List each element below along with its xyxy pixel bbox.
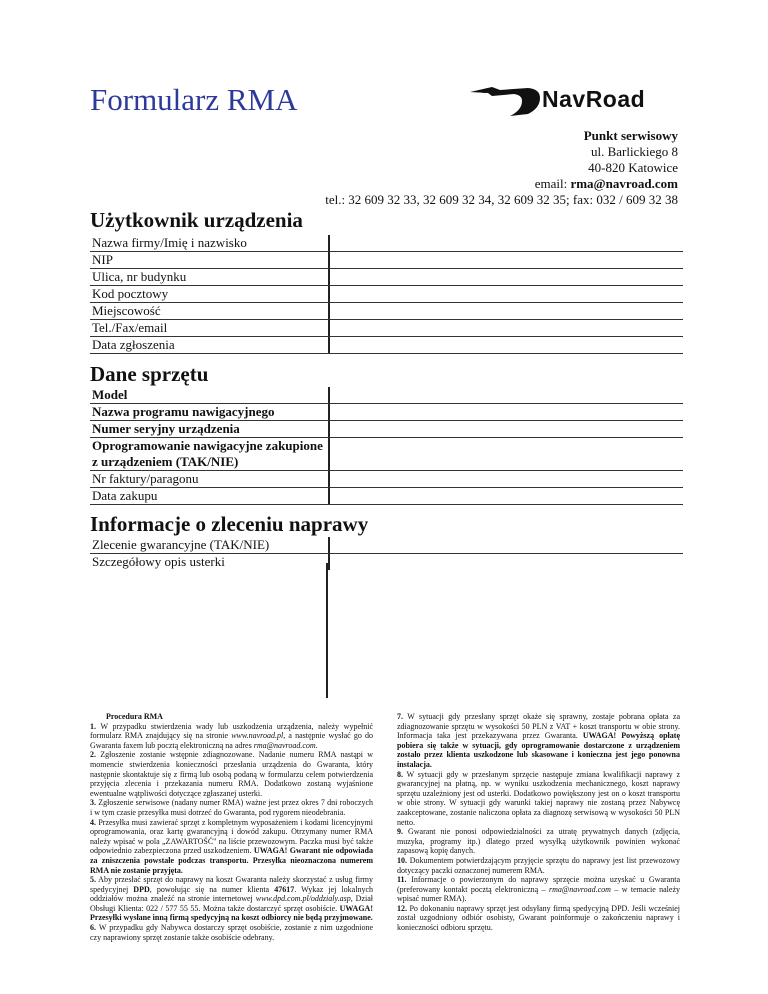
field-label: Numer seryjny urządzenia [90, 421, 330, 437]
fault-description-field[interactable] [330, 554, 683, 570]
procedure-item-2: 2. Zgłoszenie zostanie wstępnie zdiagnozowane. Nadanie numeru RMA nastąpi w momencie stwierdzenia konieczności przesłania urządzenia do Gwaranta, który następnie skontaktuje się z firmą lub osobą podaną w formularzu celem potwierdzenia przyjęcia zlecenia i przekazania numeru RMA. Dodatkowo zostaną wyjaśnione ewentualne wątpliwości dotyczące zgłaszanej usterki. [90, 750, 373, 798]
service-email[interactable]: rma@navroad.com [570, 176, 678, 191]
page-title: Formularz RMA [90, 82, 298, 117]
field-label: Nazwa programu nawigacyjnego [90, 404, 330, 420]
field-label: Nr faktury/paragonu [90, 471, 330, 487]
procedure-item-7: 7. W sytuacji gdy przesłany sprzęt okaże się sprawny, zostaje pobrana opłata za zdiagnozowanie sprzętu w wysokości 50 PLN z VAT + koszt transportu w obie strony. Informacja taka jest przekazywana przez Gwaranta. UWAGA! Powyższą opłatę pobiera się także w sytuacji, gdy oprogramowanie dostarczone z urządzeniem zostało przez klienta uszkodzone lub skasowane i konieczna jest jego ponowna instalacja. [397, 712, 680, 769]
description-divider [326, 563, 328, 698]
field-label: Szczegółowy opis usterki [90, 554, 330, 570]
procedure-item-11: 11. Informacje o powierzonym do naprawy sprzęcie można uzyskać u Gwaranta (preferowany kontakt pocztą elektroniczną – rma@navroad.com – w temacie należy wpisać numer RMA). [397, 875, 681, 904]
section-title-user: Użytkownik urządzenia [90, 208, 303, 232]
service-point-address [325, 128, 678, 208]
device-form-table [90, 387, 683, 505]
field-value[interactable] [330, 537, 683, 553]
field-value[interactable] [330, 471, 683, 487]
form-row[interactable] [90, 488, 683, 505]
field-label: Tel./Fax/email [90, 320, 330, 336]
user-form-table [90, 235, 683, 354]
field-value[interactable] [330, 320, 683, 336]
form-row[interactable] [90, 337, 683, 354]
form-row[interactable] [90, 235, 683, 252]
field-value[interactable] [330, 286, 683, 302]
field-value[interactable] [330, 337, 683, 353]
field-value[interactable] [330, 303, 683, 319]
procedure-left-column [90, 712, 373, 942]
field-value[interactable] [330, 252, 683, 268]
form-row[interactable] [90, 404, 683, 421]
procedure-heading: Procedura RMA [106, 712, 163, 721]
field-label: Zlecenie gwarancyjne (TAK/NIE) [90, 537, 330, 553]
service-city: 40-820 Katowice [588, 160, 678, 175]
form-row[interactable] [90, 438, 683, 471]
field-label: Miejscowość [90, 303, 330, 319]
field-value[interactable] [330, 438, 683, 470]
form-row[interactable] [90, 471, 683, 488]
procedure-item-5: 5. Aby przesłać sprzęt do naprawy na koszt Gwaranta należy skorzystać z usług firmy spedycyjnej DPD, powołując się na numer klienta 47617. Wykaz jej lokalnych oddziałów można znaleźć na stronie internetowej www.dpd.com.pl/oddzialy.asp, Dział Obsługi Klienta: 022 / 577 55 55. Można także dostarczyć sprzęt osobiście. UWAGA! Przesyłki wysłane inną firmą spedycyjną na koszt odbiorcy nie będą przyjmowane. [90, 875, 373, 923]
form-row[interactable] [90, 421, 683, 438]
repair-form-table [90, 537, 683, 570]
service-street: ul. Barlickiego 8 [590, 144, 678, 159]
procedure-item-10: 10. Dokumentem potwierdzającym przyjęcie sprzętu do naprawy jest list przewozowy dotyczący paczki oznaczonej numerem RMA. [397, 855, 680, 875]
section-title-repair: Informacje o zleceniu naprawy [90, 512, 369, 536]
procedure-item-12: 12. Po dokonaniu naprawy sprzęt jest odsyłany firmą spedycyjną DPD. Jeśli wcześniej został uzgodniony odbiór osobisty, Gwarant poinformuje o zakończeniu naprawy i konieczności odbioru sprzętu. [397, 903, 680, 933]
field-value[interactable] [330, 404, 683, 420]
field-label: Ulica, nr budynku [90, 269, 330, 285]
section-title-device: Dane sprzętu [90, 362, 209, 386]
dpd-link[interactable]: www.dpd.com.pl/oddzialy.asp [255, 894, 351, 904]
form-row[interactable] [90, 554, 683, 570]
rma-email-link[interactable]: rma@navroad.com [253, 740, 316, 750]
field-label: Data zgłoszenia [90, 337, 330, 353]
field-value[interactable] [330, 387, 683, 403]
field-value[interactable] [330, 421, 683, 437]
field-label: Data zakupu [90, 488, 330, 504]
procedure-item-8: 8. W sytuacji gdy w przesłanym sprzęcie następuje zmiana kwalifikacji naprawy z gwarancyjnej na płatną, np. w wyniku uszkodzenia mechanicznego, koszt naprawy sprzętu uzależniony jest od usterki. Dodatkowo powiększony jest on o koszt transportu w obie strony. W sytuacji gdy warunki takiej naprawy nie zostaną przez Nabywcę zaakceptowane, zostanie naliczona opłata za diagnozę serwisową w wysokości 50 PLN netto. [397, 769, 680, 827]
rma-email-link[interactable]: rma@navroad.com [548, 884, 611, 894]
brand-logo-text: NavRoad [542, 86, 646, 112]
procedure-right-column [397, 712, 680, 933]
field-value[interactable] [330, 488, 683, 504]
form-row[interactable] [90, 387, 683, 404]
form-row[interactable] [90, 269, 683, 286]
field-label: Model [90, 387, 330, 403]
form-row[interactable] [90, 537, 683, 554]
field-label: Oprogramowanie nawigacyjne zakupione z urządzeniem (TAK/NIE) [90, 438, 330, 470]
procedure-item-3: 3. Zgłoszenie serwisowe (nadany numer RMA) ważne jest przez okres 7 dni roboczych i w tym czasie przesyłka musi dotrzeć do Gwaranta, pod rygorem nieodebrania. [90, 798, 373, 817]
procedure-item-4: 4. Przesyłka musi zawierać sprzęt z kompletnym wyposażeniem i kodami licencyjnymi oprogramowania, oraz kartę gwarancyjną i dowód zakupu. Otrzymany numer RMA należy wpisać w pola „ZAWARTOŚĆ" na liście przewozowym. Paczka musi być także odpowiednio zabezpieczona przed uszkodzeniem. UWAGA! Gwarant nie odpowiada za zniszczenia powstałe podczas transportu. Przesyłka nieoznaczona numerem RMA nie zostanie przyjęta. [90, 817, 373, 875]
field-label: NIP [90, 252, 330, 268]
field-label: Nazwa firmy/Imię i nazwisko [90, 235, 330, 251]
service-point-heading: Punkt serwisowy [583, 128, 678, 143]
form-row[interactable] [90, 252, 683, 269]
procedure-item-9: 9. Gwarant nie ponosi odpowiedzialności za utratę prywatnych danych (zdjęcia, muzyka, programy itp.) dlatego przed wysyłką użytkownik powinien wykonać zapasową kopię danych. [397, 827, 680, 856]
field-value[interactable] [330, 269, 683, 285]
service-email-line [325, 176, 678, 192]
procedure-item-1: 1. W przypadku stwierdzenia wady lub uszkodzenia urządzenia, należy wypełnić formularz RMA znajdujący się na stronie www.navroad.pl, a następnie wysłać go do Gwaranta faxem lub pocztą elektroniczną na adres rma@navroad.com. [90, 721, 374, 750]
procedure-item-6: 6. W przypadku gdy Nabywca dostarczy sprzęt osobiście, zostanie z nim uzgodnione czy naprawiony sprzęt zostanie także osobiście odebrany. [90, 923, 373, 942]
form-row[interactable] [90, 286, 683, 303]
field-value[interactable] [330, 235, 683, 251]
service-phones: tel.: 32 609 32 33, 32 609 32 34, 32 609 32 35; fax: 032 / 609 32 38 [325, 192, 678, 207]
navroad-link[interactable]: www.navroad.pl [231, 731, 284, 741]
form-row[interactable] [90, 303, 683, 320]
field-label: Kod pocztowy [90, 286, 330, 302]
email-label: email: [534, 176, 571, 191]
form-row[interactable] [90, 320, 683, 337]
